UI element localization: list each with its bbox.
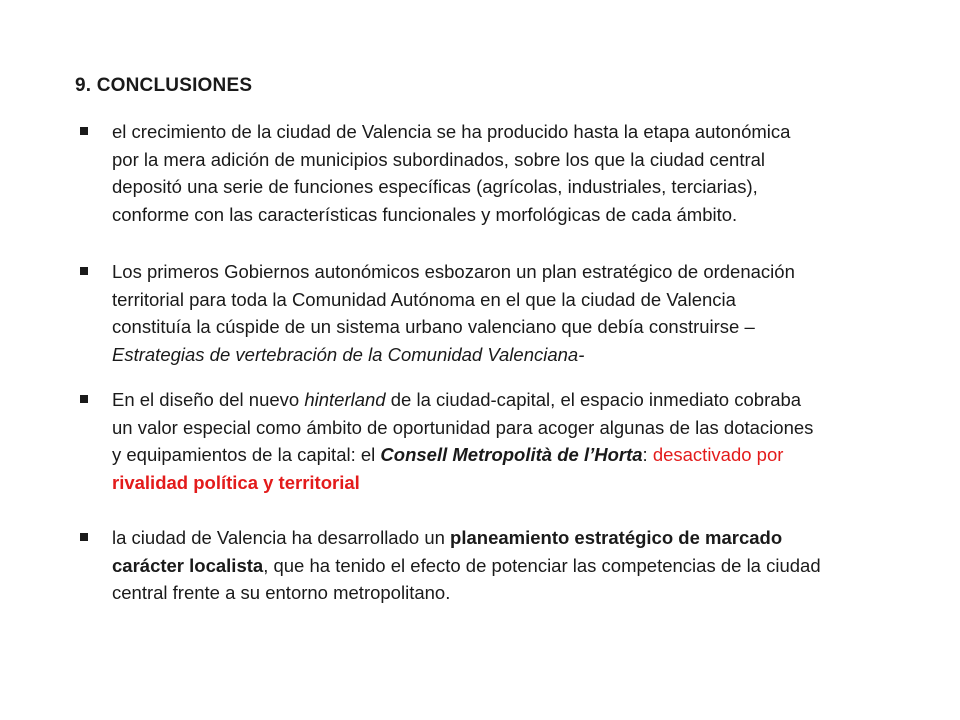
square-bullet-icon bbox=[80, 524, 112, 541]
text-line: depositó una serie de funciones específicas (agrícolas, industriales, terciarias), bbox=[112, 176, 758, 197]
red-highlight: desactivado por bbox=[652, 444, 784, 465]
institution-name: Consell Metropolità de l’Horta bbox=[380, 444, 643, 465]
red-highlight-bold: rivalidad política y territorial bbox=[112, 471, 360, 493]
text-line: el crecimiento de la ciudad de Valencia se ha producido hasta la etapa autonómica bbox=[112, 121, 791, 142]
italic-term: hinterland bbox=[304, 389, 386, 410]
text-run: , que ha tenido el efecto de potenciar las competencias de la ciudad bbox=[263, 554, 821, 576]
text-run: de la ciudad-capital, el espacio inmediato cobraba bbox=[385, 389, 802, 410]
bullet-item bbox=[80, 524, 950, 607]
bullet-item bbox=[80, 118, 950, 228]
text-line bbox=[112, 552, 950, 580]
bold-term: planeamiento estratégico de marcado bbox=[450, 527, 783, 548]
text-line bbox=[112, 441, 950, 469]
bullet-text bbox=[112, 524, 950, 607]
text-line: un valor especial como ámbito de oportunidad para acoger algunas de las dotaciones bbox=[112, 416, 814, 438]
bullet-text bbox=[112, 118, 950, 228]
square-bullet-icon bbox=[80, 258, 112, 275]
text-run: : bbox=[642, 444, 653, 465]
square-bullet-icon bbox=[80, 118, 112, 135]
text-line: conforme con las características funcionales y morfológicas de cada ámbito. bbox=[112, 203, 738, 225]
text-run: la ciudad de Valencia ha desarrollado un bbox=[112, 527, 451, 548]
square-bullet-icon bbox=[80, 386, 112, 403]
bullet-text bbox=[112, 386, 950, 496]
text-line-italic: Estrategias de vertebración de la Comunidad Valenciana- bbox=[112, 343, 585, 365]
text-line: por la mera adición de municipios subordinados, sobre los que la ciudad central bbox=[112, 148, 766, 170]
text-line: central frente a su entorno metropolitano. bbox=[112, 582, 451, 603]
text-line: constituía la cúspide de un sistema urbano valenciano que debía construirse – bbox=[112, 316, 755, 337]
text-line: Los primeros Gobiernos autonómicos esbozaron un plan estratégico de ordenación bbox=[112, 261, 795, 282]
bullet-item bbox=[80, 386, 950, 496]
text-line bbox=[112, 386, 950, 414]
text-line: territorial para toda la Comunidad Autónoma en el que la ciudad de Valencia bbox=[112, 288, 736, 310]
bold-term: carácter localista bbox=[112, 554, 264, 576]
text-line bbox=[112, 524, 950, 552]
bullet-item bbox=[80, 258, 950, 368]
section-title: 9. CONCLUSIONES bbox=[75, 75, 253, 96]
bullet-text bbox=[112, 258, 950, 368]
text-run: En el diseño del nuevo bbox=[112, 389, 305, 410]
text-run: y equipamientos de la capital: el bbox=[112, 444, 381, 465]
